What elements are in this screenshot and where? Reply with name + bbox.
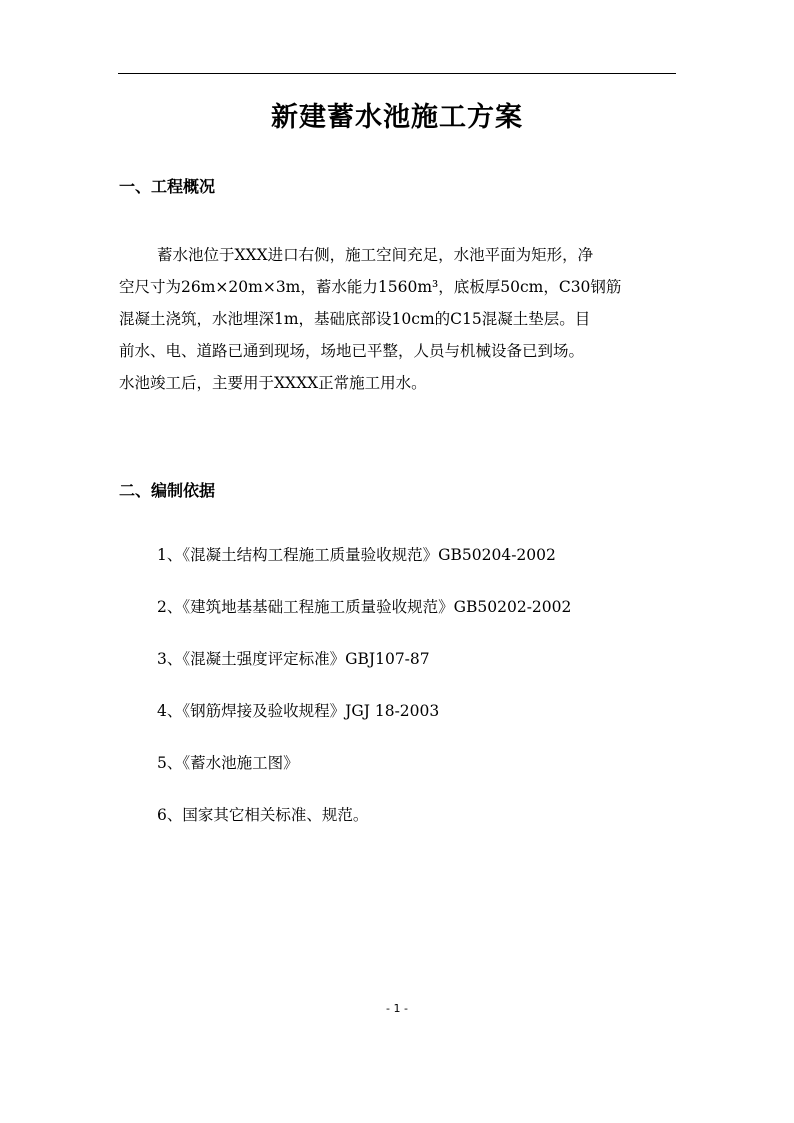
basis-list (157, 542, 571, 854)
basis-item: 6、国家其它相关标准、规范。 (157, 806, 369, 824)
overview-line: 水池竣工后，主要用于XXXX正常施工用水。 (119, 374, 427, 392)
basis-item: 1、《混凝土结构工程施工质量验收规范》GB50204-2002 (157, 546, 556, 564)
overview-line: 混凝土浇筑，水池埋深1m，基础底部设10cm的C15混凝土垫层。目 (119, 310, 591, 328)
section-heading-basis: 二、编制依据 (119, 481, 216, 500)
basis-item: 2、《建筑地基基础工程施工质量验收规范》GB50202-2002 (157, 598, 572, 616)
basis-item: 4、《钢筋焊接及验收规程》JGJ 18-2003 (157, 702, 440, 720)
basis-item: 5、《蓄水池施工图》 (157, 754, 299, 772)
overview-paragraph (119, 239, 679, 399)
overview-line: 蓄水池位于XXX进口右侧，施工空间充足，水池平面为矩形，净 (157, 246, 594, 264)
header-rule (118, 73, 676, 74)
overview-line: 前水、电、道路已通到现场，场地已平整，人员与机械设备已到场。 (119, 342, 585, 360)
document-title: 新建蓄水池施工方案 (271, 102, 523, 133)
basis-item: 3、《混凝土强度评定标准》GBJ107-87 (157, 650, 430, 668)
overview-line: 空尺寸为26m×20m×3m，蓄水能力1560m³，底板厚50cm，C30钢筋 (119, 278, 622, 296)
page-number: - 1 - (386, 1002, 408, 1015)
section-heading-overview: 一、工程概况 (119, 177, 216, 196)
